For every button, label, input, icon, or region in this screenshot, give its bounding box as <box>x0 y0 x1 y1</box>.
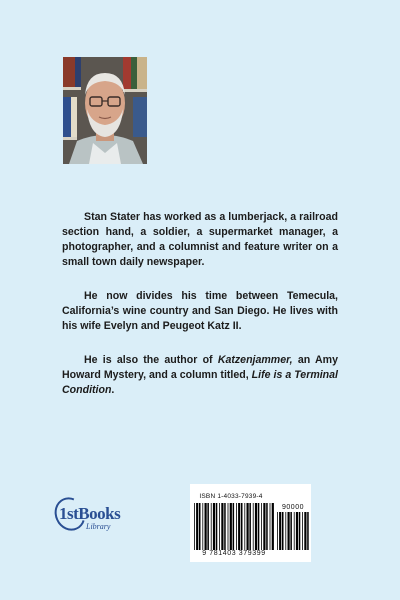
ean-digits: 9 781403 379399 <box>202 550 266 557</box>
barcode-bar <box>224 503 226 550</box>
bio-paragraph-2-text: He now divides his time between Temecula, California’s wine country and San Diego. He lives with his wife Evelyn and Peugeot Katz II. <box>62 290 338 332</box>
barcode-bar <box>205 503 207 550</box>
barcode-bar <box>228 503 229 550</box>
author-photo-image <box>63 57 147 164</box>
barcode-bar <box>244 503 245 550</box>
barcode-bar <box>253 503 254 550</box>
barcode-bar <box>230 503 232 550</box>
bio-paragraph-3-text-b: an Amy Howard Mystery, and a column titled, <box>62 354 338 381</box>
barcode-bar <box>290 512 292 550</box>
barcode-bar <box>270 503 271 550</box>
bio-paragraph-2 <box>62 289 338 334</box>
barcode-bar <box>266 503 268 550</box>
publisher-logo-sub: Library <box>86 522 111 531</box>
barcode-bar <box>213 503 215 550</box>
barcode-bar <box>255 503 257 550</box>
barcode-bar <box>282 512 284 550</box>
bio-paragraph-1-text: Stan Stater has worked as a lumberjack, a railroad section hand, a soldier, a supermarket manager, a photographer, and a columnist and feature writer on a small town daily newspaper. <box>62 211 338 268</box>
barcode-bar <box>199 503 201 550</box>
barcode-bar <box>294 512 295 550</box>
column-title: Life is a Terminal Condition <box>62 369 338 396</box>
barcode-bar <box>258 503 260 550</box>
barcode-bar <box>241 503 243 550</box>
barcode-bar <box>296 512 298 550</box>
barcode-bar <box>233 503 235 550</box>
barcode-bar <box>238 503 240 550</box>
barcode-bar <box>194 503 195 550</box>
publisher-logo-mark: 1stBooks <box>59 504 121 523</box>
barcode-bar <box>221 503 223 550</box>
price-code: 90000 <box>282 504 304 511</box>
barcode-bar <box>299 512 301 550</box>
barcode-bar <box>285 512 286 550</box>
barcode-bar <box>261 503 262 550</box>
barcode-bar <box>307 512 309 550</box>
barcode-bar <box>207 503 209 550</box>
barcode-bar <box>216 503 218 550</box>
ean-barcode-bars <box>194 503 274 550</box>
bio-paragraph-3-text-a: He is also the author of <box>84 354 218 366</box>
barcode-bar <box>288 512 290 550</box>
bio-paragraph-3-text-c: . <box>111 384 115 396</box>
author-photo <box>63 57 147 164</box>
barcode <box>190 484 311 562</box>
barcode-bar <box>211 503 212 550</box>
publisher-logo <box>55 496 125 536</box>
barcode-bar <box>219 503 220 550</box>
barcode-bar <box>247 503 249 550</box>
barcode-bar <box>236 503 237 550</box>
book-title-katzenjammer: Katzenjammer, <box>217 354 293 366</box>
price-barcode-bars <box>277 512 309 550</box>
isbn-text: ISBN 1-4033-7939-4 <box>199 493 263 500</box>
barcode-bar <box>277 512 278 550</box>
bio-paragraph-3 <box>62 353 338 398</box>
barcode-bar <box>202 503 203 550</box>
barcode-bar <box>196 503 198 550</box>
barcode-bar <box>304 512 306 550</box>
barcode-bar <box>249 503 251 550</box>
bio-paragraph-1 <box>62 210 338 270</box>
barcode-bar <box>263 503 265 550</box>
barcode-bar <box>279 512 281 550</box>
barcode-bar <box>272 503 274 550</box>
barcode-bar <box>302 512 303 550</box>
